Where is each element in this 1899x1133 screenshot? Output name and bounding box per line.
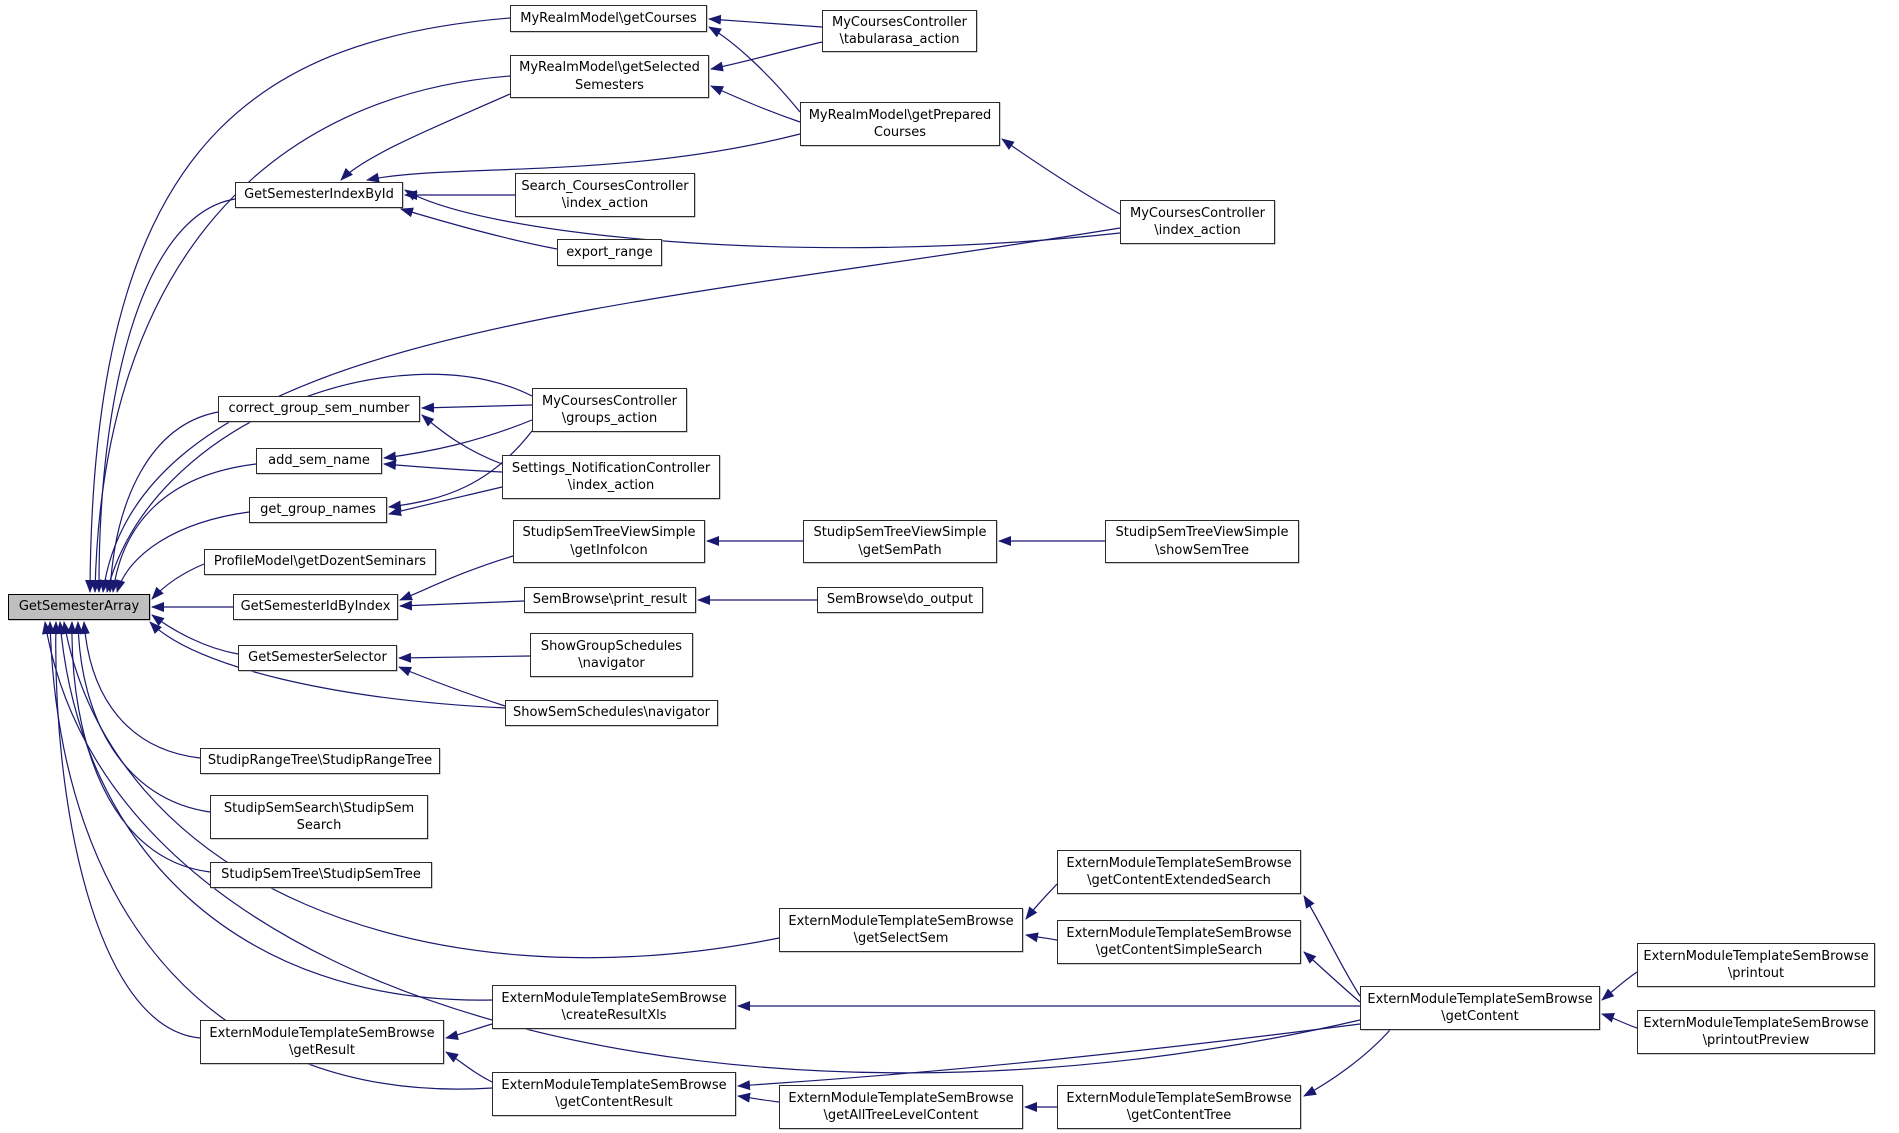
node-label-line: StudipSemTreeViewSimple: [522, 525, 696, 541]
edge-extern-getalltreelevelcontent--extern-getcontentresult: [738, 1096, 779, 1102]
node-extern-getcontentresult[interactable]: [492, 1072, 736, 1116]
node-label-line: \getContentTree: [1126, 1108, 1232, 1123]
node-label-line: \navigator: [578, 656, 645, 671]
node-profilemodel-getdozentseminars[interactable]: [204, 549, 436, 575]
node-label-line: get_group_names: [260, 502, 376, 518]
node-label-line: Settings_NotificationController: [511, 460, 711, 476]
node-sembrowse-print-result[interactable]: [524, 587, 696, 613]
node-studipsemtree[interactable]: [210, 862, 432, 888]
node-label-line: correct_group_sem_number: [228, 401, 410, 417]
edge-mycoursescontroller-tabularasa-action--myrealmmodel-getselectedsemesters: [711, 42, 822, 69]
node-label-line: MyCoursesController: [1129, 205, 1265, 221]
node-extern-getalltreelevelcontent[interactable]: [779, 1085, 1023, 1129]
node-label-line: MyRealmModel\getCourses: [520, 10, 697, 26]
edge-extern-getcontentsimplesearch--extern-getselectsem: [1026, 935, 1057, 940]
node-studipsemtreeviewsimple-getsempath[interactable]: [803, 520, 997, 563]
node-label-line: StudipSemSearch\StudipSem: [223, 800, 415, 816]
node-myrealmmodel-getpreparedcourses[interactable]: [800, 102, 1000, 146]
edge-get-semester-index-by-id--get-semester-array: [99, 199, 235, 592]
node-get-semester-selector[interactable]: [238, 645, 397, 671]
node-label-line: SemBrowse\do_output: [826, 592, 974, 608]
edge-extern-getcontent--extern-getcontenttree: [1304, 1030, 1390, 1096]
node-showgroupschedules-navigator[interactable]: [530, 633, 693, 677]
node-mycoursescontroller-groups-action[interactable]: [532, 388, 687, 432]
edge-sembrowse-print-result--get-semester-id-by-index: [400, 601, 524, 606]
node-extern-getselectsem[interactable]: [779, 908, 1023, 952]
node-sembrowse-do-output[interactable]: [817, 587, 983, 613]
node-label-line: Courses: [873, 125, 927, 140]
edge-extern-printoutpreview--extern-getcontent: [1602, 1014, 1637, 1028]
node-label-line: \tabularasa_action: [839, 32, 960, 47]
edge-studipsemsearch--get-semester-array: [78, 622, 210, 812]
node-get-semester-index-by-id[interactable]: [235, 182, 403, 208]
node-studipsemtreeviewsimple-getinfoicon[interactable]: [513, 520, 705, 563]
node-label-line: Semesters: [575, 77, 644, 93]
node-label-line: \getInfoIcon: [570, 542, 648, 558]
node-label-line: StudipRangeTree\StudipRangeTree: [207, 753, 433, 769]
node-label-line: \getAllTreeLevelContent: [823, 1108, 979, 1123]
node-extern-getcontenttree[interactable]: [1057, 1085, 1301, 1129]
edge-showsemschedules-navigator--get-semester-selector: [399, 667, 505, 706]
edge-myrealmmodel-getpreparedcourses--myrealmmodel-getselectedsemesters: [711, 86, 800, 122]
edge-extern-getcontent--extern-getcontentextendedsearch: [1304, 896, 1360, 996]
edge-extern-getcontent--extern-getcontentsimplesearch: [1304, 952, 1360, 1002]
node-label-line: \getResult: [289, 1043, 355, 1058]
edge-extern-getcontentresult--extern-getresult: [446, 1052, 492, 1082]
node-label-line: \createResultXls: [561, 1008, 667, 1023]
node-label-line: ExternModuleTemplateSemBrowse: [1643, 1015, 1869, 1031]
edge-settings-notificationcontroller-index-action--get-group-names: [389, 487, 502, 514]
node-extern-getcontentsimplesearch[interactable]: [1057, 920, 1301, 964]
node-studiprangetree[interactable]: [200, 748, 440, 774]
node-label-line: StudipSemTreeViewSimple: [1115, 525, 1289, 541]
node-label-line: \getContentSimpleSearch: [1095, 943, 1263, 958]
node-label-line: MyRealmModel\getPrepared: [808, 107, 992, 123]
node-extern-getcontent[interactable]: [1360, 986, 1600, 1030]
node-label-line: ExternModuleTemplateSemBrowse: [1643, 948, 1869, 964]
node-extern-printoutpreview[interactable]: [1637, 1010, 1875, 1054]
node-extern-getcontentextendedsearch[interactable]: [1057, 850, 1301, 894]
node-label-line: ExternModuleTemplateSemBrowse: [788, 913, 1014, 929]
node-label-line: ExternModuleTemplateSemBrowse: [788, 1090, 1014, 1106]
node-label-line: MyCoursesController: [541, 393, 677, 409]
edge-mycoursescontroller-groups-action--add-sem-name: [384, 420, 532, 458]
node-export-range[interactable]: [557, 239, 662, 266]
node-extern-createresultxls[interactable]: [492, 985, 736, 1029]
node-label-line: \groups_action: [561, 411, 658, 426]
node-label-line: \printout: [1727, 966, 1785, 981]
node-label-line: \index_action: [567, 478, 655, 493]
edge-mycoursescontroller-groups-action--correct-group-sem-number: [422, 405, 532, 408]
node-label-line: \getContent: [1441, 1009, 1519, 1024]
node-label-line: SemBrowse\print_result: [532, 592, 688, 608]
edge-showgroupschedules-navigator--get-semester-selector: [399, 656, 530, 658]
node-label-line: Search: [296, 818, 342, 833]
node-label-line: \index_action: [1154, 223, 1241, 238]
node-label-line: \getContentResult: [555, 1095, 673, 1110]
node-extern-getresult[interactable]: [200, 1020, 444, 1064]
node-label-line: GetSemesterArray: [18, 599, 140, 615]
edge-myrealmmodel-getpreparedcourses--myrealmmodel-getcourses: [709, 27, 800, 112]
node-settings-notificationcontroller-index-action[interactable]: [502, 455, 720, 499]
node-label-line: StudipSemTreeViewSimple: [813, 525, 987, 541]
node-label-line: ProfileModel\getDozentSeminars: [213, 554, 427, 570]
node-get-semester-array: [8, 594, 150, 620]
node-label-line: StudipSemTree\StudipSemTree: [221, 867, 421, 883]
node-get-semester-id-by-index[interactable]: [233, 594, 398, 620]
node-label-line: GetSemesterIdByIndex: [240, 599, 391, 615]
edge-extern-getresult--get-semester-array: [56, 622, 200, 1038]
node-myrealmmodel-getselectedsemesters[interactable]: [510, 55, 709, 98]
edge-myrealmmodel-getselectedsemesters--get-semester-index-by-id: [341, 94, 510, 180]
node-label-line: ExternModuleTemplateSemBrowse: [501, 1077, 727, 1093]
node-studipsemtreeviewsimple-showsemtree[interactable]: [1105, 520, 1299, 563]
node-label-line: ExternModuleTemplateSemBrowse: [1066, 1090, 1292, 1106]
edge-mycoursescontroller-index-action--myrealmmodel-getpreparedcourses: [1002, 139, 1120, 214]
node-get-group-names[interactable]: [249, 497, 387, 523]
node-label-line: ExternModuleTemplateSemBrowse: [1066, 925, 1292, 941]
edge-extern-getcontentextendedsearch--extern-getselectsem: [1026, 884, 1057, 919]
edge-settings-notificationcontroller-index-action--add-sem-name: [384, 464, 502, 472]
node-correct-group-sem-number[interactable]: [218, 396, 420, 422]
edge-mycoursescontroller-tabularasa-action--myrealmmodel-getcourses: [709, 19, 822, 27]
node-label-line: \getSemPath: [858, 542, 942, 558]
edge-extern-printout--extern-getcontent: [1602, 972, 1637, 1000]
node-label-line: add_sem_name: [268, 453, 370, 469]
node-search-coursescontroller-index-action[interactable]: [515, 173, 695, 217]
node-label-line: GetSemesterIndexById: [244, 187, 394, 203]
node-label-line: GetSemesterSelector: [248, 650, 387, 666]
node-showsemschedules-navigator[interactable]: [505, 700, 718, 726]
node-label-line: Search_CoursesController: [521, 178, 689, 194]
edge-profilemodel-getdozentseminars--get-semester-array: [152, 564, 204, 599]
node-label-line: MyCoursesController: [831, 14, 967, 30]
node-mycoursescontroller-tabularasa-action[interactable]: [822, 10, 977, 52]
node-label-line: \index_action: [561, 196, 649, 211]
edge-extern-getcontent--extern-getcontentresult: [738, 1024, 1360, 1086]
node-studipsemsearch[interactable]: [210, 795, 428, 839]
node-label-line: \showSemTree: [1155, 542, 1249, 558]
node-label-line: MyRealmModel\getSelected: [519, 60, 700, 76]
node-label-line: ShowGroupSchedules: [540, 638, 683, 654]
node-label-line: ExternModuleTemplateSemBrowse: [1367, 991, 1593, 1007]
edge-settings-notificationcontroller-index-action--correct-group-sem-number: [422, 415, 502, 464]
node-myrealmmodel-getcourses[interactable]: [510, 5, 707, 32]
node-label-line: ExternModuleTemplateSemBrowse: [1066, 855, 1292, 871]
node-extern-printout[interactable]: [1637, 943, 1875, 987]
node-label-line: ShowSemSchedules\navigator: [512, 705, 710, 721]
edge-studiprangetree--get-semester-array: [84, 622, 200, 758]
node-label-line: export_range: [566, 244, 653, 260]
node-label-line: ExternModuleTemplateSemBrowse: [209, 1025, 435, 1041]
node-label-line: \printoutPreview: [1702, 1033, 1810, 1048]
edge-extern-createresultxls--extern-getresult: [446, 1024, 492, 1038]
node-add-sem-name[interactable]: [256, 448, 382, 474]
node-mycoursescontroller-index-action[interactable]: [1120, 200, 1275, 244]
node-label-line: \getContentExtendedSearch: [1087, 873, 1271, 888]
node-label-line: \getSelectSem: [853, 931, 949, 946]
node-label-line: ExternModuleTemplateSemBrowse: [501, 990, 727, 1006]
